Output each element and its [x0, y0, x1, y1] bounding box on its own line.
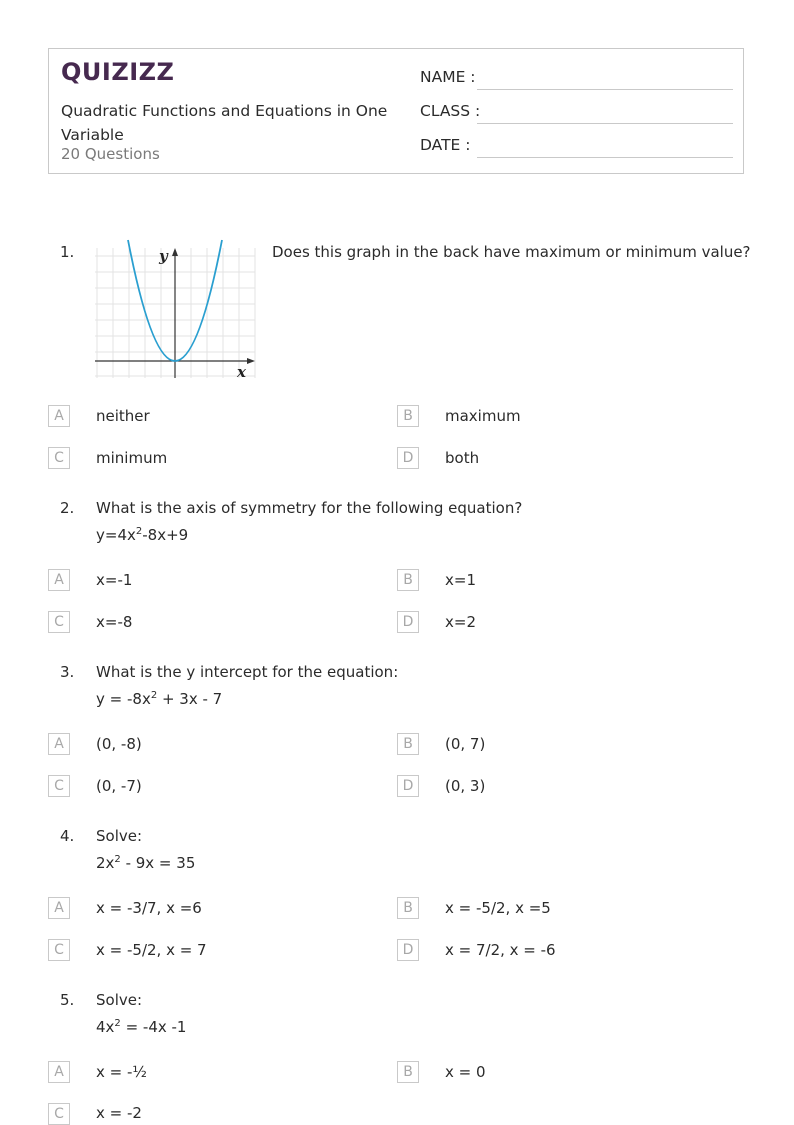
option-text: (0, 7) [445, 735, 486, 753]
option-letter[interactable]: D [397, 939, 419, 961]
option-text: (0, 3) [445, 777, 486, 795]
option-text: x = 0 [445, 1063, 486, 1081]
option-letter[interactable]: B [397, 897, 419, 919]
y-axis-arrow [172, 248, 178, 256]
option-text: x = -2 [96, 1104, 142, 1122]
question-equation: $2x^2 - 9x = 35$ [96, 854, 196, 872]
question-number: 3. [60, 663, 75, 681]
option-text: x=2 [445, 613, 476, 631]
option-text: x = -½ [96, 1063, 147, 1081]
question-number: 2. [60, 499, 75, 517]
question-text [96, 988, 186, 1039]
option-text: x = 7/2, x = -6 [445, 941, 556, 959]
question-text [96, 660, 398, 711]
option-text: x = -3/7, x =6 [96, 899, 202, 917]
option-letter[interactable]: C [48, 775, 70, 797]
option-letter[interactable]: A [48, 569, 70, 591]
y-axis-label: y [159, 247, 168, 265]
question-text: Does this graph in the back have maximum or minimum value? [272, 243, 751, 261]
question-text [96, 824, 195, 875]
option-letter[interactable]: C [48, 447, 70, 469]
question-text [96, 496, 522, 547]
class-line [477, 123, 733, 124]
question-number: 5. [60, 991, 75, 1009]
option-text: both [445, 449, 480, 467]
option-text: x = -5/2, x = 7 [96, 941, 207, 959]
option-letter[interactable]: D [397, 447, 419, 469]
question-equation: $y=4x^2-8x+9$ [96, 526, 189, 544]
question-prompt: What is the axis of symmetry for the following equation? [96, 499, 523, 517]
question-prompt: What is the y intercept for the equation: [96, 663, 399, 681]
option-letter[interactable]: B [397, 405, 419, 427]
x-axis-label: x [237, 363, 246, 381]
question-count: 20 Questions [61, 145, 160, 163]
option-text: x = -5/2, x =5 [445, 899, 551, 917]
quizizz-logo: QUIZIZZ [61, 58, 175, 86]
option-text: neither [96, 407, 150, 425]
option-text: x=1 [445, 571, 476, 589]
option-letter[interactable]: B [397, 569, 419, 591]
question-equation: $y = -8x^2 + 3x - 7$ [96, 690, 223, 708]
date-line [477, 157, 733, 158]
option-text: (0, -7) [96, 777, 142, 795]
option-text: minimum [96, 449, 168, 467]
option-letter[interactable]: A [48, 733, 70, 755]
option-letter[interactable]: B [397, 733, 419, 755]
question-equation: $4x^2 = -4x$ -1 [96, 1018, 187, 1036]
question-number: 1. [60, 243, 75, 261]
option-letter[interactable]: C [48, 611, 70, 633]
class-label: CLASS : [420, 102, 481, 120]
name-label: NAME : [420, 68, 476, 86]
option-letter[interactable]: A [48, 405, 70, 427]
question-prompt: Solve: [96, 827, 143, 845]
question-number: 4. [60, 827, 75, 845]
option-letter[interactable]: A [48, 897, 70, 919]
option-letter[interactable]: A [48, 1061, 70, 1083]
option-text: (0, -8) [96, 735, 142, 753]
option-letter[interactable]: B [397, 1061, 419, 1083]
option-text: x=-8 [96, 613, 133, 631]
name-line [477, 89, 733, 90]
option-letter[interactable]: C [48, 939, 70, 961]
option-letter[interactable]: D [397, 611, 419, 633]
x-axis-arrow [247, 358, 255, 364]
worksheet-header [48, 48, 744, 174]
option-text: x=-1 [96, 571, 133, 589]
worksheet-title: Quadratic Functions and Equations in One Variable [61, 102, 388, 144]
question-prompt: Solve: [96, 991, 143, 1009]
option-letter[interactable]: D [397, 775, 419, 797]
option-letter[interactable]: C [48, 1103, 70, 1125]
option-text: maximum [445, 407, 521, 425]
date-label: DATE : [420, 136, 471, 154]
parabola-graph [95, 238, 259, 382]
